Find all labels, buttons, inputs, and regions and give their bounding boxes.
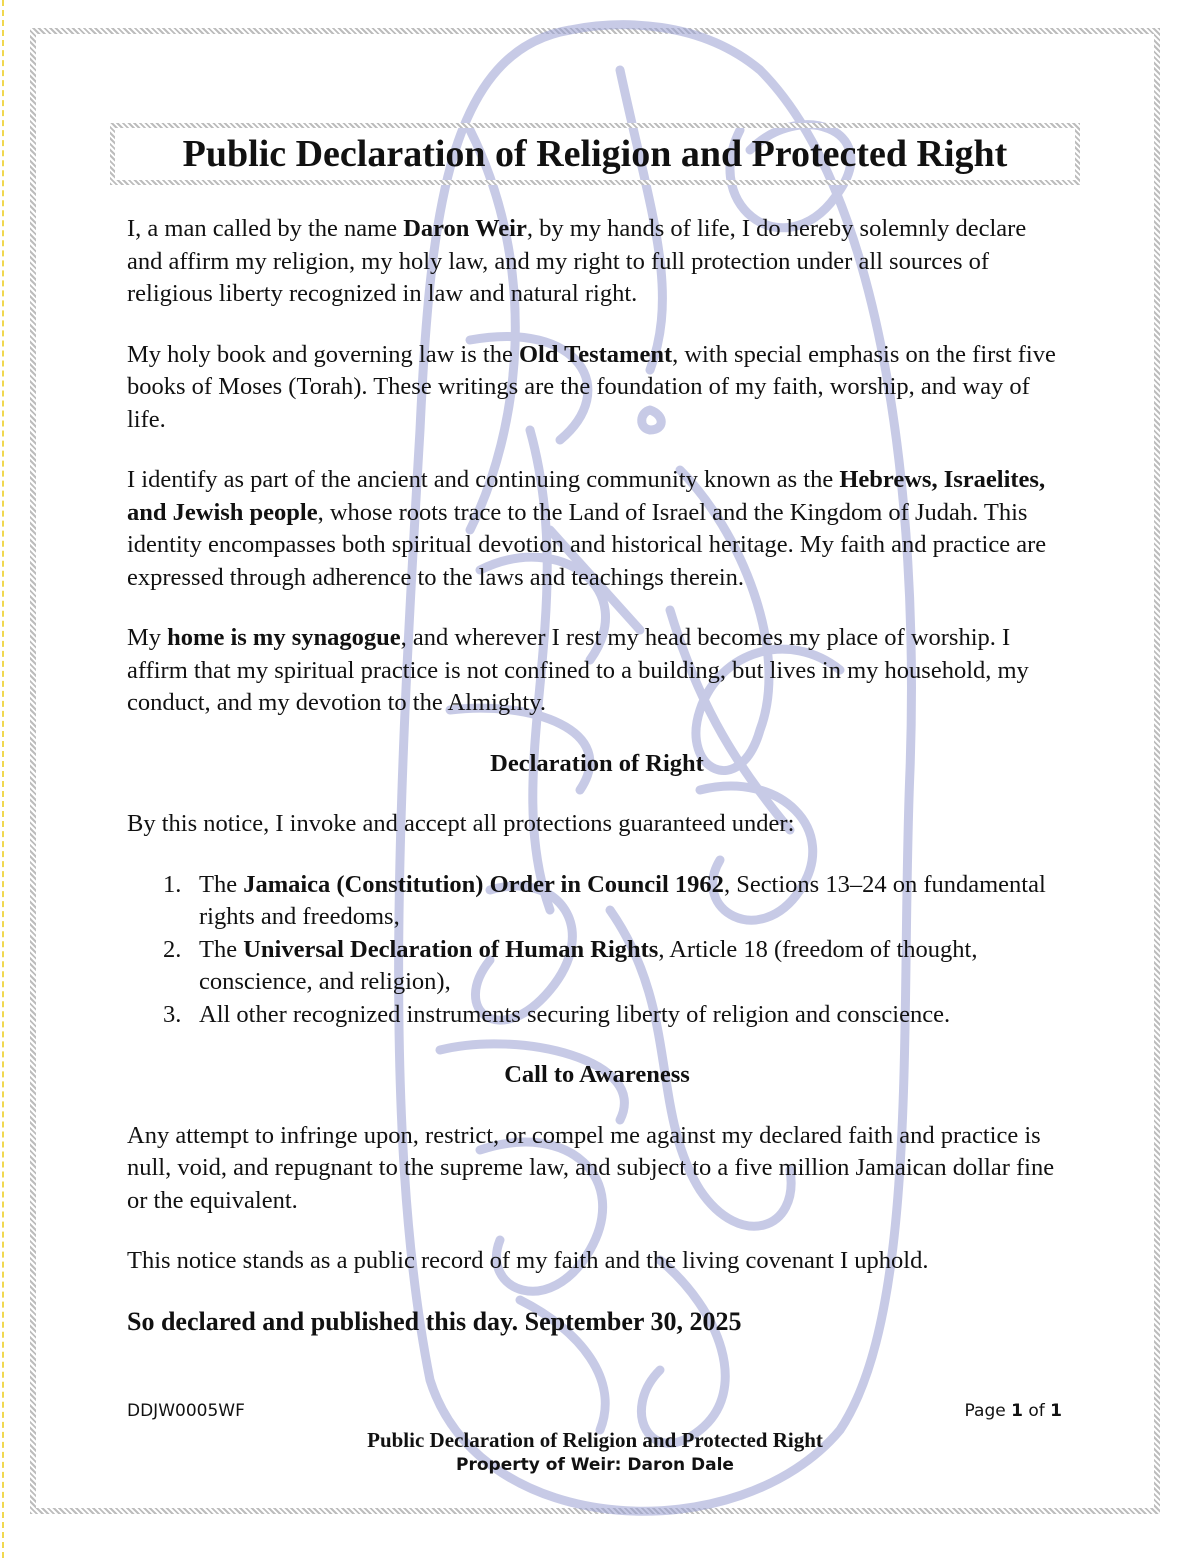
document-body <box>127 213 1067 1366</box>
intro-text-after: , by my hands of life, I do hereby solemnly declare and affirm my religion, my holy law, and my right to full protection under all sources of religious liberty recognized in law and natural right. <box>127 215 1027 307</box>
identity-community: Hebrews, Israelites, and Jewish people <box>127 466 1046 526</box>
intro-paragraph <box>127 213 1067 311</box>
identity-text-before: I identify as part of the ancient and continuing community known as the <box>127 466 840 493</box>
page-total: 1 <box>1050 1401 1062 1421</box>
list-item-instrument: Universal Declaration of Human Rights <box>243 935 659 963</box>
list-item-text: , Article 18 (freedom of thought, conscience, and religion), <box>199 935 978 995</box>
holy-book-text-before: My holy book and governing law is the <box>127 340 519 368</box>
page-separator: of <box>1022 1401 1051 1421</box>
list-item <box>127 869 1067 934</box>
list-item-number: 3. <box>163 1000 182 1028</box>
holy-book-text-after: , with special emphasis on the first five books of Moses (Torah). These writings are the foundation of my faith, worship, and way of life. <box>127 340 1056 433</box>
public-record-paragraph: This notice stands as a public record of my faith and the living covenant I uphold. <box>127 1247 929 1274</box>
declarant-name: Daron Weir <box>403 215 527 242</box>
list-item-text: All other recognized instruments securing liberty of religion and conscience. <box>199 1000 951 1028</box>
call-to-awareness-heading: Call to Awareness <box>504 1061 690 1088</box>
footer-owner: Property of Weir: Daron Dale <box>456 1455 734 1475</box>
list-item-number: 1. <box>163 870 182 898</box>
home-paragraph <box>127 622 1067 720</box>
intro-text-before: I, a man called by the name <box>127 215 404 242</box>
page-edge-guide <box>2 0 4 1558</box>
awareness-paragraph: Any attempt to infringe upon, restrict, or compel me against my declared faith and practice is null, void, and repugnant to the supreme law, and subject to a five million Jamaican dollar fine or the equivalent. <box>127 1121 1055 1214</box>
list-item-text: The <box>199 870 244 898</box>
declaration-of-right-heading: Declaration of Right <box>490 749 704 777</box>
page-prefix: Page <box>964 1401 1012 1421</box>
identity-paragraph <box>127 464 1067 594</box>
page-number <box>965 1401 1062 1421</box>
footer-title: Public Declaration of Religion and Protected Right <box>367 1428 823 1452</box>
protections-lead: By this notice, I invoke and accept all protections guaranteed under: <box>127 810 795 837</box>
list-item-text: The <box>199 935 244 963</box>
closing-declaration: So declared and published this day. September 30, 2025 <box>127 1306 742 1336</box>
document-id: DDJW0005WF <box>127 1401 245 1421</box>
home-text-after: , and wherever I rest my head becomes my place of worship. I affirm that my spiritual practice is not confined to a building, but lives in my household, my conduct, and my devotion to the Almighty. <box>127 624 1029 716</box>
list-item <box>127 934 1067 999</box>
holy-book-paragraph <box>127 339 1067 437</box>
document-title: Public Declaration of Religion and Protected Right <box>182 133 1008 175</box>
list-item-instrument: Jamaica (Constitution) Order in Council 1962 <box>243 870 724 898</box>
list-item <box>127 999 1067 1032</box>
protections-list <box>127 869 1067 1032</box>
list-item-text: , Sections 13–24 on fundamental rights and freedoms, <box>199 870 1046 930</box>
title-frame <box>110 123 1080 185</box>
home-text-before: My <box>127 624 168 651</box>
list-item-number: 2. <box>163 935 182 963</box>
home-synagogue: home is my synagogue <box>167 624 401 651</box>
page-current: 1 <box>1011 1401 1023 1421</box>
identity-text-after: , whose roots trace to the Land of Israel and the Kingdom of Judah. This identity encompasses both spiritual devotion and historical heritage. My faith and practice are expressed through adherence to the laws and teachings therein. <box>127 498 1047 591</box>
holy-book-name: Old Testament <box>518 340 673 368</box>
